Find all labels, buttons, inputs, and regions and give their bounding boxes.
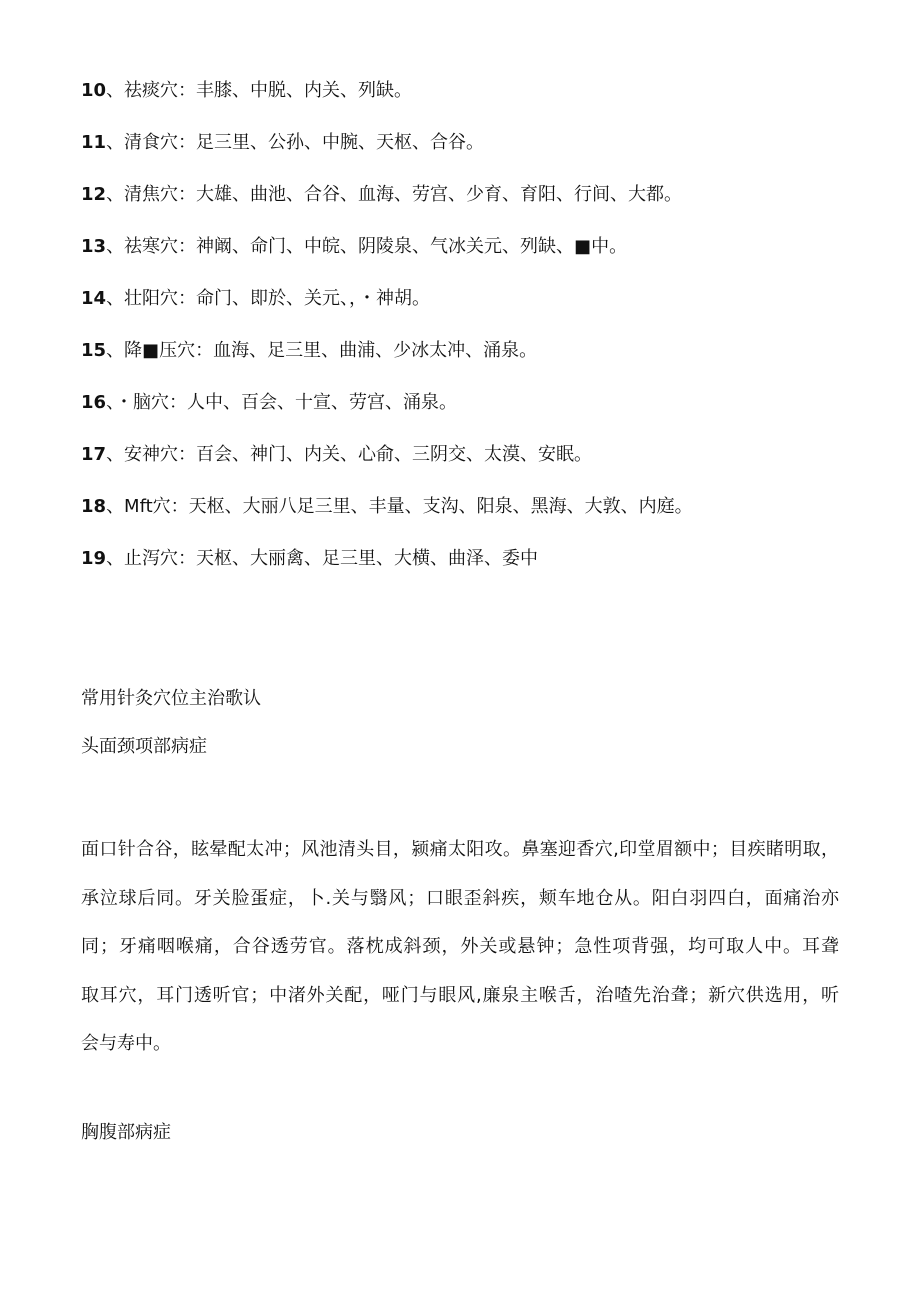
item-number: 17: [81, 444, 107, 465]
item-number: 11: [81, 132, 107, 153]
paragraph-line: 承泣球后同。牙关脸蛋症，卜.关与翳风；口眼歪斜疾，颊车地仓从。阳白羽四白，面痛治亦: [81, 887, 839, 909]
item-number: 12: [81, 184, 107, 205]
item-number: 10: [81, 80, 107, 101]
list-item: [81, 232, 861, 284]
item-text: 、清焦穴：大雄、曲池、合谷、血海、劳宫、少育、育阳、行间、大都。: [106, 184, 683, 205]
item-text: 、祛痰穴：丰膝、中脱、内关、列缺。: [106, 80, 413, 101]
list-item: [81, 76, 861, 128]
item-text: 、Mft穴：天枢、大丽八足三里、丰量、支沟、阳泉、黑海、大敦、内庭。: [106, 496, 693, 517]
paragraph-line: 会与寿中。: [81, 1033, 171, 1054]
head-section-heading: 头面颈项部病症: [81, 736, 207, 757]
item-number: 19: [81, 548, 107, 569]
chest-section-heading: 胸腹部病症: [81, 1122, 171, 1143]
list-item: [81, 284, 861, 336]
item-number: 13: [81, 236, 107, 257]
section-title: 常用针灸穴位主治歌认: [81, 688, 261, 709]
item-text: 、安神穴：百会、神门、内关、心俞、三阴交、太漠、安眠。: [106, 444, 593, 465]
item-text: 、降■压穴：血海、足三里、曲浦、少冰太冲、涌泉。: [106, 340, 538, 361]
list-item: [81, 440, 861, 492]
item-number: 16: [81, 392, 107, 413]
list-item: [81, 336, 861, 388]
list-item: [81, 388, 861, 440]
list-item: [81, 492, 861, 544]
list-item: [81, 128, 861, 180]
item-number: 15: [81, 340, 107, 361]
list-item: [81, 544, 861, 596]
paragraph-line: 面口针合谷，眩晕配太冲；风池清头目，颍痛太阳攻。鼻塞迎香穴,印堂眉额中；目疾睹明取，: [81, 839, 839, 860]
item-text: 、清食穴：足三里、公孙、中腕、天枢、合谷。: [106, 132, 485, 153]
head-section-paragraph: [81, 826, 839, 1069]
item-text: 、止泻穴：天枢、大丽禽、足三里、大横、曲泽、委中: [106, 548, 539, 569]
item-number: 18: [81, 496, 107, 517]
paragraph-line: 同；牙痛咽喉痛，合谷透劳官。落枕成斜颈，外关或悬钟；急性项背强，均可取人中。耳聋: [81, 936, 839, 957]
acupoint-list: [81, 76, 861, 596]
item-text: 、祛寒穴：神阚、命门、中皖、阴陵泉、气冰关元、列缺、■中。: [106, 236, 628, 257]
paragraph-line: 取耳穴，耳门透听官；中渚外关配，哑门与眼风,廉泉主喉舌，治喳先治聋；新穴供选用，听: [81, 984, 839, 1006]
item-number: 14: [81, 288, 107, 309]
list-item: [81, 180, 861, 232]
item-text: 、壮阳穴：命门、即於、关元、，・神胡。: [106, 288, 431, 309]
item-text: 、・脑穴：人中、百会、十宣、劳宫、涌泉。: [106, 392, 458, 413]
